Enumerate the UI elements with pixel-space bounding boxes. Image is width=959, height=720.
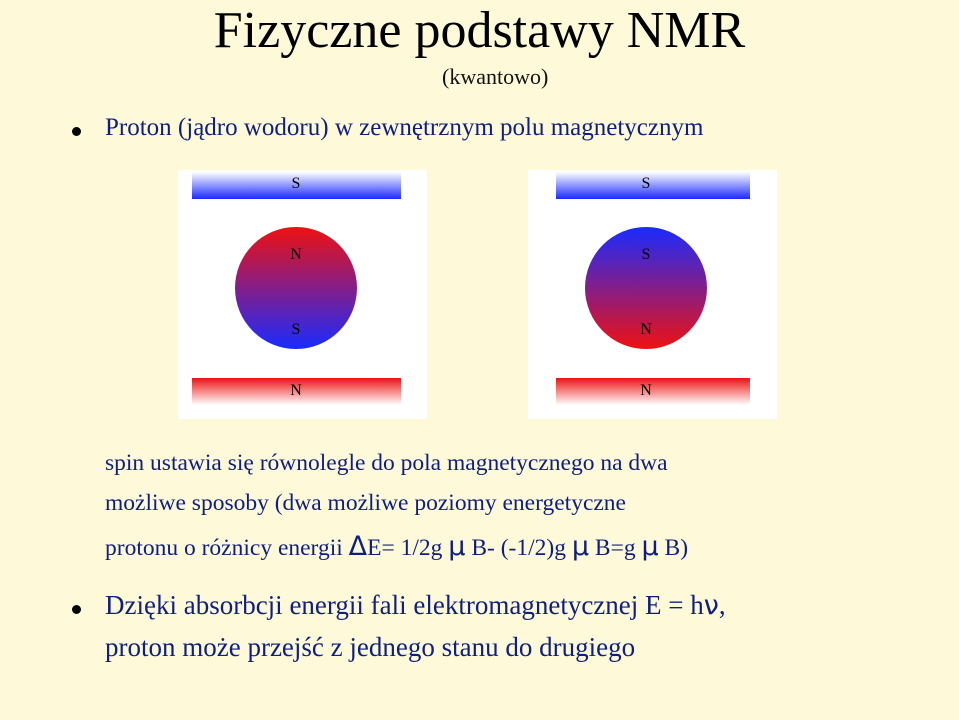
bullet-absorption-line-1 [105,590,726,621]
bullet-absorption-line-2: proton może przejść z jednego stanu do drugiego [105,632,636,662]
delta-symbol: Δ [348,531,368,562]
slide-subtitle: (kwantowo) [442,64,549,89]
bullet-dot [72,605,81,614]
slide-title: Fizyczne podstawy NMR [213,2,746,59]
bottom-magnet-label: N [640,382,652,399]
absorption-comma: , [718,590,726,620]
energy-text-d: B) [658,535,689,561]
bullet-proton-text: Proton (jądro wodoru) w zewnętrznym polu magnetycznym [105,114,704,141]
sphere-top-label: N [290,246,302,263]
energy-text-c: B=g [589,535,642,561]
nu-symbol: ν [703,590,719,621]
top-magnet [556,172,750,199]
absorption-text: Dzięki absorbcji energii fali elektromagnetycznej E = h [105,590,704,620]
diagram-antiparallel [528,170,777,419]
paragraph-line-2: możliwe sposoby (dwa możliwe poziomy energetyczne [105,490,626,516]
bullet-dot [72,127,81,136]
mu-symbol: μ [571,531,590,562]
energy-text-pre: protonu o różnicy energii [105,535,349,561]
paragraph-line-3 [105,531,688,562]
top-magnet-label: S [291,175,301,192]
sphere-bottom-label: S [291,321,301,338]
bottom-magnet [556,378,750,405]
energy-text-b: B- (-1/2)g [465,535,572,561]
mu-symbol: μ [448,531,466,562]
sphere-top-label: S [641,246,651,263]
energy-text-a: E= 1/2g [367,535,449,561]
mu-symbol: μ [641,531,659,562]
paragraph-line-1: spin ustawia się równolegle do pola magnetycznego na dwa [105,450,668,476]
diagram-parallel [178,170,427,419]
top-magnet-label: S [641,175,651,192]
sphere-bottom-label: N [640,321,652,338]
bottom-magnet-label: N [290,382,302,399]
